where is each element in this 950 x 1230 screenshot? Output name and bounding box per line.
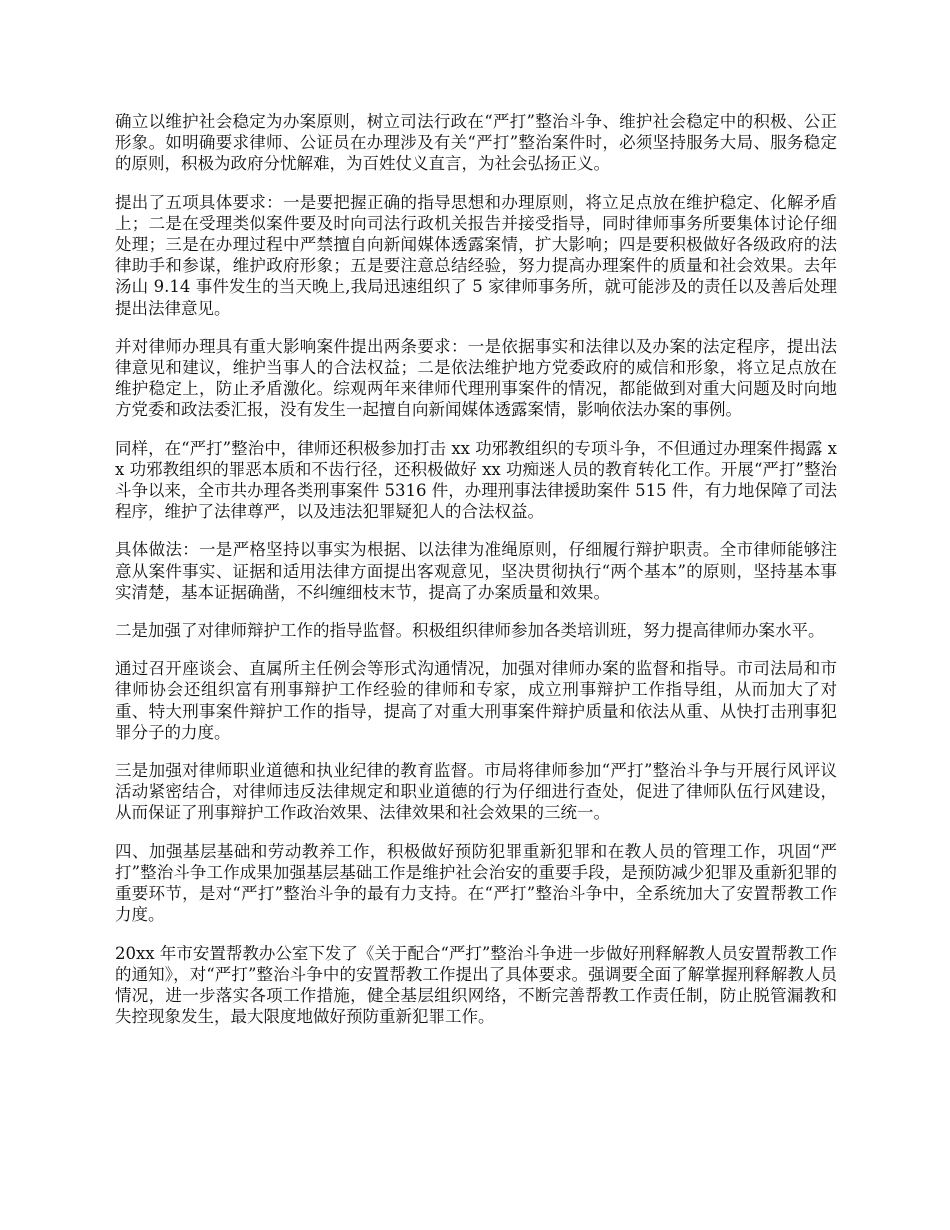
paragraph-1: 确立以维护社会稳定为办案原则，树立司法行政在“严打”整治斗争、维护社会稳定中的积极、公正形象。如明确要求律师、公证员在办理涉及有关“严打”整治案件时，必须坚持服务大局、服务稳定的原则，积极为政府分忧解难，为百姓仗义直言，为社会弘扬正义。: [115, 112, 837, 174]
paragraph-2: 提出了五项具体要求：一是要把握正确的指导思想和办理原则，将立足点放在维护稳定、化解矛盾上；二是在受理类似案件要及时向司法行政机关报告并接受指导，同时律师事务所要集体讨论仔细处理；三是在办理过程中严禁擅自向新闻媒体透露案情，扩大影响；四是要积极做好各级政府的法律助手和参谋，维护政府形象；五是要注意总结经验，努力提高办理案件的质量和社会效果。去年汤山 9.14 事件发生的当天晚上,我局迅速组织了 5 家律师事务所，就可能涉及的责任以及善后处理提出法律意见。: [115, 192, 837, 318]
document-body: [115, 111, 837, 1044]
paragraph-8: 三是加强对律师职业道德和执业纪律的教育监督。市局将律师参加“严打”整治斗争与开展行风评议活动紧密结合，对律师违反法律规定和职业道德的行为仔细进行查处，促进了律师队伍行风建设，从而保证了刑事辩护工作政治效果、法律效果和社会效果的三统一。: [115, 761, 837, 823]
paragraph-3: 并对律师办理具有重大影响案件提出两条要求：一是依据事实和法律以及办案的法定程序，提出法律意见和建议，维护当事人的合法权益；二是依法维护地方党委政府的威信和形象，将立足点放在维护稳定上，防止矛盾激化。综观两年来律师代理刑事案件的情况，都能做到对重大问题及时向地方党委和政法委汇报，没有发生一起擅自向新闻媒体透露案情，影响依法办案的事例。: [115, 336, 837, 420]
paragraph-4: 同样，在“严打”整治中，律师还积极参加打击 xx 功邪教组织的专项斗争，不但通过办理案件揭露 xx 功邪教组织的罪恶本质和不齿行径，还积极做好 xx 功痴迷人员的教育转化工作。开展“严打”整治斗争以来，全市共办理各类刑事案件 5316 件，办理刑事法律援助案件 515 件，有力地保障了司法程序，维护了法律尊严，以及违法犯罪疑犯人的合法权益。: [115, 438, 837, 522]
paragraph-7: 通过召开座谈会、直属所主任例会等形式沟通情况，加强对律师办案的监督和指导。市司法局和市律师协会还组织富有刑事辩护工作经验的律师和专家，成立刑事辩护工作指导组，从而加大了对重、特大刑事案件辩护工作的指导，提高了对重大刑事案件辩护质量和依法从重、从快打击刑事犯罪分子的力度。: [115, 659, 837, 742]
paragraph-5: 具体做法：一是严格坚持以事实为根据、以法律为准绳原则，仔细履行辩护职责。全市律师能够注意从案件事实、证据和适用法律方面提出客观意见，坚决贯彻执行“两个基本”的原则，坚持基本事实清楚，基本证据确凿，不纠缠细枝末节，提高了办案质量和效果。: [115, 540, 837, 602]
paragraph-9: 四、加强基层基础和劳动教养工作，积极做好预防犯罪重新犯罪和在教人员的管理工作，巩固“严打”整治斗争工作成果加强基层基础工作是维护社会治安的重要手段，是预防减少犯罪及重新犯罪的重要环节，是对“严打”整治斗争的最有力支持。在“严打”整治斗争中，全系统加大了安置帮教工作力度。: [115, 841, 837, 925]
paragraph-6: 二是加强了对律师辩护工作的指导监督。积极组织律师参加各类培训班，努力提高律师办案水平。: [115, 621, 825, 641]
paragraph-10: 20xx 年市安置帮教办公室下发了《关于配合“严打”整治斗争进一步做好刑释解教人员安置帮教工作的通知》，对“严打”整治斗争中的安置帮教工作提出了具体要求。强调要全面了解掌握刑释解教人员情况，进一步落实各项工作措施，健全基层组织网络，不断完善帮教工作责任制，防止脱管漏教和失控现象发生，最大限度地做好预防重新犯罪工作。: [115, 943, 837, 1027]
